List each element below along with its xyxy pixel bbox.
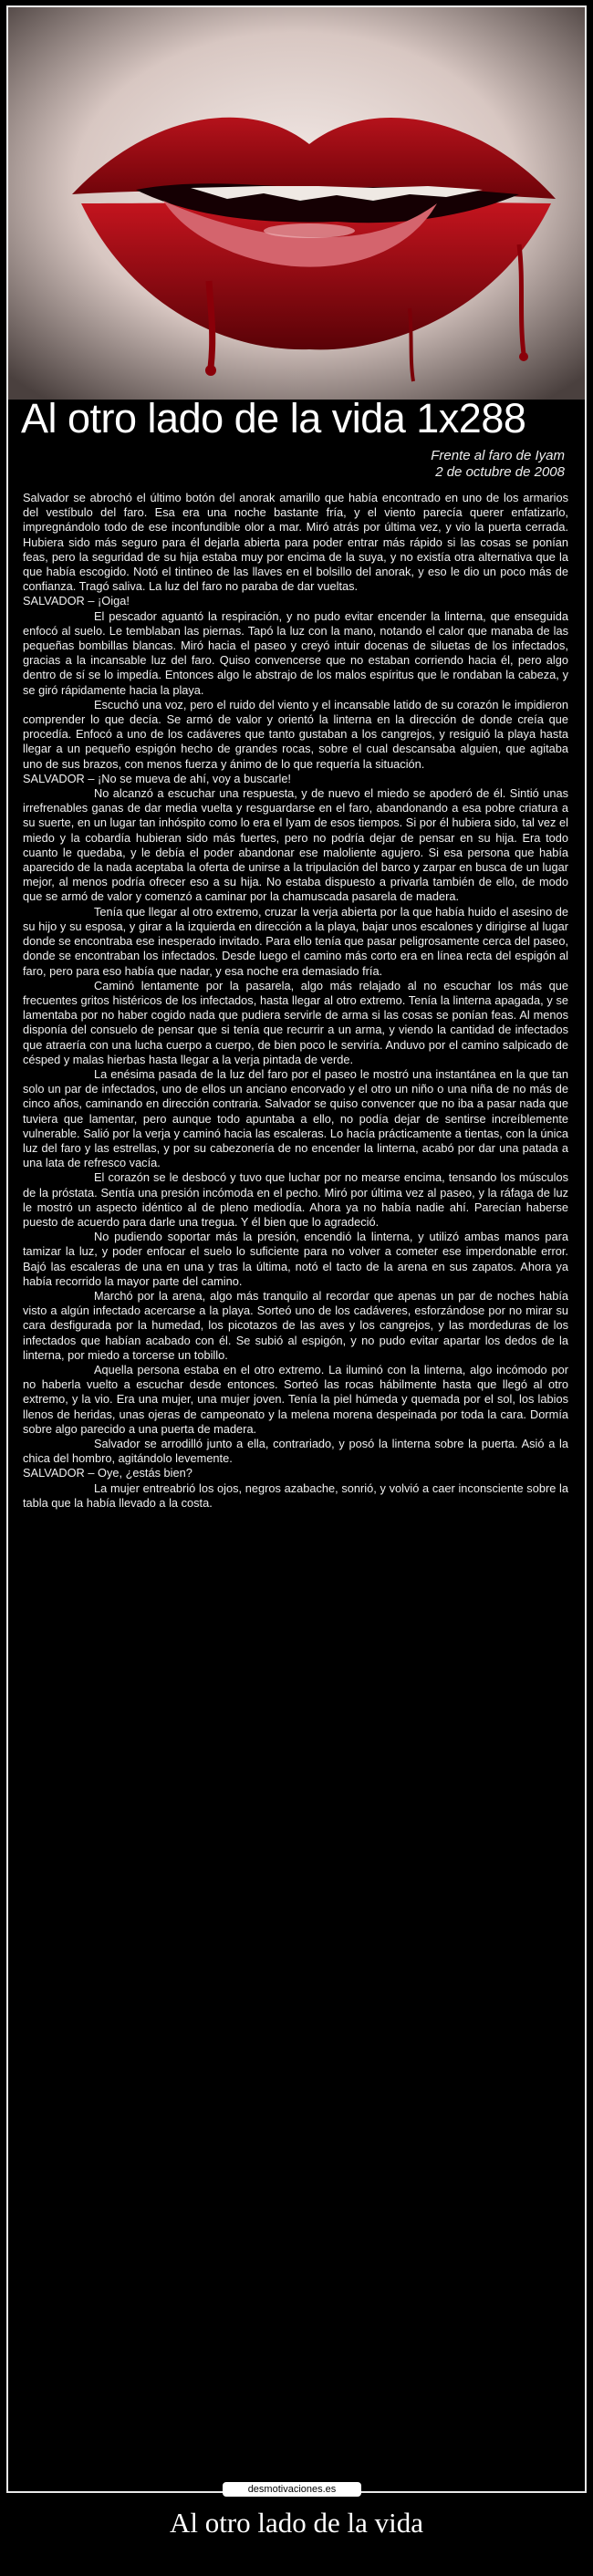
dateline: [431, 448, 565, 481]
story-paragraph: No alcanzó a escuchar una respuesta, y de nuevo el miedo se apoderó de él. Sintió unas irrefrenables ganas de dar media vuelta y resguardarse en el faro, abandonando a esa pobre criatura a su suerte, en un lugar tan inhóspito como lo era el Iyam de esos tiempos. Si por él hubiera sido, tal vez el miedo y la cobardía hubieran sido más fuertes, pero no podría dejar de pensar en su hija. Era todo cuanto le quedaba, y le debía el poder abandonar ese maloliente agujero. Si esa persona que había aparecido de la nada aceptaba la oferta de unirse a la tripulación del barco y zarpar en busca de un lugar mejor, al menos podría ofrecer eso a su hija. No estaba dispuesto a privarla también de ello, de modo que se armó de valor y comenzó a caminar por la chamuscada pasarela de madera.: [23, 786, 568, 904]
lips-illustration: [8, 7, 585, 400]
story-paragraph: SALVADOR – Oye, ¿estás bien?: [23, 1466, 192, 1480]
story-paragraph: No pudiendo soportar más la presión, encendió la linterna, y utilizó ambas manos para tamizar la luz, y poder enfocar el suelo lo suficiente para no volver a cometer ese imperdonable error. Bajó las escaleras de una en una y tras la última, notó el tacto de la arena en sus zapatos. Ahora ya había recorrido la mayor parte del camino.: [23, 1230, 568, 1288]
story-paragraph: Escuchó una voz, pero el ruido del viento y el incansable latido de su corazón le impidieron comprender lo que decía. Se armó de valor y orientó la linterna en la dirección de donde creía que procedía. Enfocó a uno de los cadáveres que tanto gustaban a los cangrejos, y resiguió la playa hasta llegar a un pequeño espigón hecho de grandes rocas, sobre el cual descansaba alguien, que agitaba uno de sus brazos, con menos fuerza y ánimo de lo que requería la situación.: [23, 697, 568, 771]
dateline-date: 2 de octubre de 2008: [435, 464, 565, 480]
site-watermark[interactable]: desmotivaciones.es: [223, 2482, 361, 2497]
story-paragraph: Salvador se abrochó el último botón del anorak amarillo que había encontrado en uno de los armarios del vestíbulo del faro. Esa era una noche bastante fría, y el viento parecía querer enfatizarlo, impregnándolo todo de ese inconfundible olor a mar. Miró atrás por última vez, y vio la puerta cerrada. Hubiera sido más seguro para él dejarla abierta para poder entrar más rápido si las cosas se ponían feas, pero la seguridad de su hija estaba muy por encima de la suya, y no existía otra alternativa que la que había escogido. Notó el tintineo de las llaves en el bolsillo del anorak, y eso le dio un poco más de confianza. Tragó saliva. La luz del faro no paraba de dar vueltas.: [23, 491, 568, 594]
story-paragraph: La enésima pasada de la luz del faro por el paseo le mostró una instantánea en la que tan solo un par de infectados, uno de ellos un anciano encorvado y el otro un niño o una niña de no más de cinco años, caminando en dirección contraria. Salvador se quiso convencer que no iba a pasar nada que tuviera que lamentar, pero aunque todo apuntaba a ello, no podía dejar de sentirse increíblemente vulnerable. Salió por la verja y caminó hacia las escaleras. Lo hacía prácticamente a tientas, con la única luz del faro y las estrellas, y por su cabezonería de no encender la linterna, acabó por dar una patada a una lata de refresco vacía.: [23, 1066, 568, 1170]
poster-frame: [6, 5, 587, 2493]
story-paragraph: Aquella persona estaba en el otro extremo. La iluminó con la linterna, algo incómodo por no haberla vuelto a escuchar desde entonces. Sorteó las rocas hábilmente hasta que llegó al otro extremo, y la vio. Era una mujer, una mujer joven. Tenía la piel húmeda y quemada por el sol, los labios llenos de heridas, unas ojeras de campeonato y la melena morena despeinada por toda la cara. Dormía sobre algo parecido a una puerta de madera.: [23, 1362, 568, 1436]
story-text: [23, 491, 568, 1511]
hero-photo-lips: [8, 7, 585, 400]
story-paragraph: SALVADOR – ¡No se mueva de ahí, voy a buscarle!: [23, 771, 291, 785]
story-paragraph: Caminó lentamente por la pasarela, algo más relajado al no escuchar los más que frecuentes gritos histéricos de los infectados, hasta llegar al otro extremo. Tenía la linterna apagada, y se lamentaba por no haber cogido nada que pudiera servirle de arma si las cosas se ponían feas. Al menos disponía del consuelo de pensar que si tenía que recurrir a un arma, y viendo la cantidad de infectados que atraería con una lucha cuerpo a cuerpo, de bien poco le serviría. Anduvo por el camino salpicado de césped y malas hierbas hasta llegar a la verja pintada de verde.: [23, 978, 568, 1066]
story-paragraph: El corazón se le desbocó y tuvo que luchar por no mearse encima, tensando los músculos de la próstata. Sentía una presión incómoda en el pecho. Miró por última vez al paseo, y la ráfaga de luz le mostró un aspecto idéntico al de pleno mediodía. Ahora ya no había nadie ahí. Parecían haberse puesto de acuerdo para darle una tregua. Y él bien que lo agradeció.: [23, 1170, 568, 1229]
story-paragraph: El pescador aguantó la respiración, y no pudo evitar encender la linterna, que enseguida enfocó al suelo. Le temblaban las piernas. Tapó la luz con la mano, notando el calor que manaba de las pequeñas bombillas blancas. Miró hacia el paseo y creyó intuir docenas de siluetas de los infectados, gracias a la incansable luz del faro. Quiso convencerse que no estaban corriendo hacia él, pero algo dentro de sí se lo impedía. Entonces algo le abstrajo de los malos espíritus que le rondaban la cabeza, y se giró rápidamente hacia la playa.: [23, 608, 568, 697]
story-paragraph: Tenía que llegar al otro extremo, cruzar la verja abierta por la que había huido el asesino de su hijo y su esposa, y girar a la izquierda en dirección a la playa, bajar unos escalones y dirigirse al lugar donde se encontraba ese inesperado invitado. Para ello tenía que pasar peligrosamente cerca del paseo, donde se encontraban los infectados. Desde luego el camino más corto era en línea recta del espigón al faro, pero para eso había que nadar, y esa noche era demasiado fría.: [23, 904, 569, 978]
story-paragraph: Marchó por la arena, algo más tranquilo al recordar que apenas un par de noches había visto a algún infectado acercarse a la playa. Sorteó uno de los cadáveres, esforzándose por no mirar su cara desfigurada por la humedad, los picotazos de las aves y los cangrejos, y las mordeduras de los infectados que habían acabado con él. Se subió al espigón, y no pudo evitar apartar los dedos de la linterna, por miedo a torcerse un tobillo.: [23, 1288, 568, 1362]
poster-title: Al otro lado de la vida 1x288: [21, 395, 526, 441]
story-paragraph: SALVADOR – ¡Oiga!: [23, 594, 130, 608]
story-paragraph: La mujer entreabrió los ojos, negros azabache, sonrió, y volvió a caer inconsciente sobre la tabla que la había llevado a la costa.: [23, 1480, 568, 1510]
page-caption: Al otro lado de la vida: [169, 2507, 424, 2539]
dateline-place: Frente al faro de Iyam: [431, 448, 565, 463]
story-paragraph: Salvador se arrodilló junto a ella, contrariado, y posó la linterna sobre la puerta. Asió a la chica del hombro, agitándolo levemente.: [23, 1437, 568, 1466]
